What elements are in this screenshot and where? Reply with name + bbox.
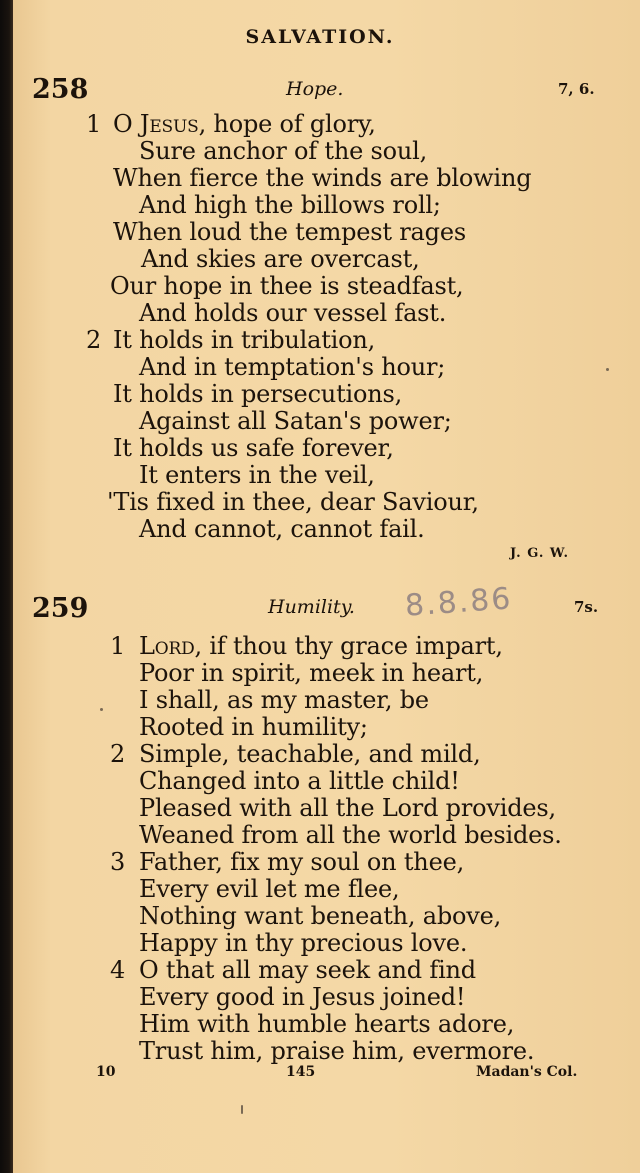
hymn-author: J. G. W. bbox=[510, 546, 569, 561]
verse-line: It holds us safe forever, bbox=[113, 434, 394, 462]
hymn-title: Humility. bbox=[268, 596, 355, 618]
verse-line: Trust him, praise him, evermore. bbox=[139, 1037, 535, 1065]
collection-name: Madan's Col. bbox=[476, 1064, 578, 1080]
verse-line: Rooted in humility; bbox=[139, 713, 368, 741]
hymn-number: 258 bbox=[32, 74, 89, 105]
verse-line: 'Tis fixed in thee, dear Saviour, bbox=[107, 488, 479, 516]
verse-line: Changed into a little child! bbox=[139, 767, 460, 795]
verse-line: Nothing want beneath, above, bbox=[139, 902, 502, 930]
hymn-number: 259 bbox=[32, 593, 89, 624]
paper-speck bbox=[241, 1105, 243, 1114]
verse-line: Father, fix my soul on thee, bbox=[139, 848, 464, 876]
verse-line: Our hope in thee is steadfast, bbox=[110, 272, 464, 300]
verse-line: It holds in tribulation, bbox=[113, 326, 376, 354]
verse-line: Against all Satan's power; bbox=[139, 407, 452, 435]
hymn-meter: 7, 6. bbox=[558, 80, 595, 98]
verse-line: And holds our vessel fast. bbox=[139, 299, 447, 327]
verse-line: I shall, as my master, be bbox=[139, 686, 429, 714]
verse-line: When loud the tempest rages bbox=[113, 218, 466, 246]
verse-line: It enters in the veil, bbox=[139, 461, 375, 489]
verse-line: And cannot, cannot fail. bbox=[139, 515, 425, 543]
verse-line: Pleased with all the Lord provides, bbox=[139, 794, 556, 822]
book-binding-edge bbox=[0, 0, 13, 1173]
verse-line: Lord, if thou thy grace impart, bbox=[139, 632, 503, 660]
verse-line: Weaned from all the world besides. bbox=[139, 821, 562, 849]
page-number: 145 bbox=[286, 1064, 316, 1080]
running-header: SALVATION. bbox=[245, 26, 395, 48]
verse-line: And in temptation's hour; bbox=[139, 353, 446, 381]
verse-number: 1 bbox=[86, 110, 102, 138]
paper-speck bbox=[100, 708, 103, 711]
verse-number: 1 bbox=[110, 632, 126, 660]
verse-line: Happy in thy precious love. bbox=[139, 929, 468, 957]
verse-line: And skies are overcast, bbox=[141, 245, 420, 273]
verse-line: Simple, teachable, and mild, bbox=[139, 740, 481, 768]
verse-line: O that all may seek and find bbox=[139, 956, 476, 984]
handwritten-pencil-note: 8.8.86 bbox=[403, 581, 514, 624]
verse-number: 2 bbox=[110, 740, 126, 768]
verse-line: Every good in Jesus joined! bbox=[139, 983, 466, 1011]
verse-number: 4 bbox=[110, 956, 126, 984]
verse-line: When fierce the winds are blowing bbox=[113, 164, 532, 192]
verse-line: And high the billows roll; bbox=[139, 191, 441, 219]
verse-line: It holds in persecutions, bbox=[113, 380, 403, 408]
verse-line: O Jesus, hope of glory, bbox=[113, 110, 376, 138]
verse-number: 3 bbox=[110, 848, 126, 876]
signature-mark: 10 bbox=[96, 1064, 116, 1080]
verse-line: Sure anchor of the soul, bbox=[139, 137, 428, 165]
hymn-meter: 7s. bbox=[574, 598, 599, 616]
verse-line: Every evil let me flee, bbox=[139, 875, 400, 903]
paper-speck bbox=[606, 368, 609, 371]
verse-line: Poor in spirit, meek in heart, bbox=[139, 659, 484, 687]
verse-line: Him with humble hearts adore, bbox=[139, 1010, 515, 1038]
hymn-title: Hope. bbox=[286, 78, 344, 100]
verse-number: 2 bbox=[86, 326, 102, 354]
